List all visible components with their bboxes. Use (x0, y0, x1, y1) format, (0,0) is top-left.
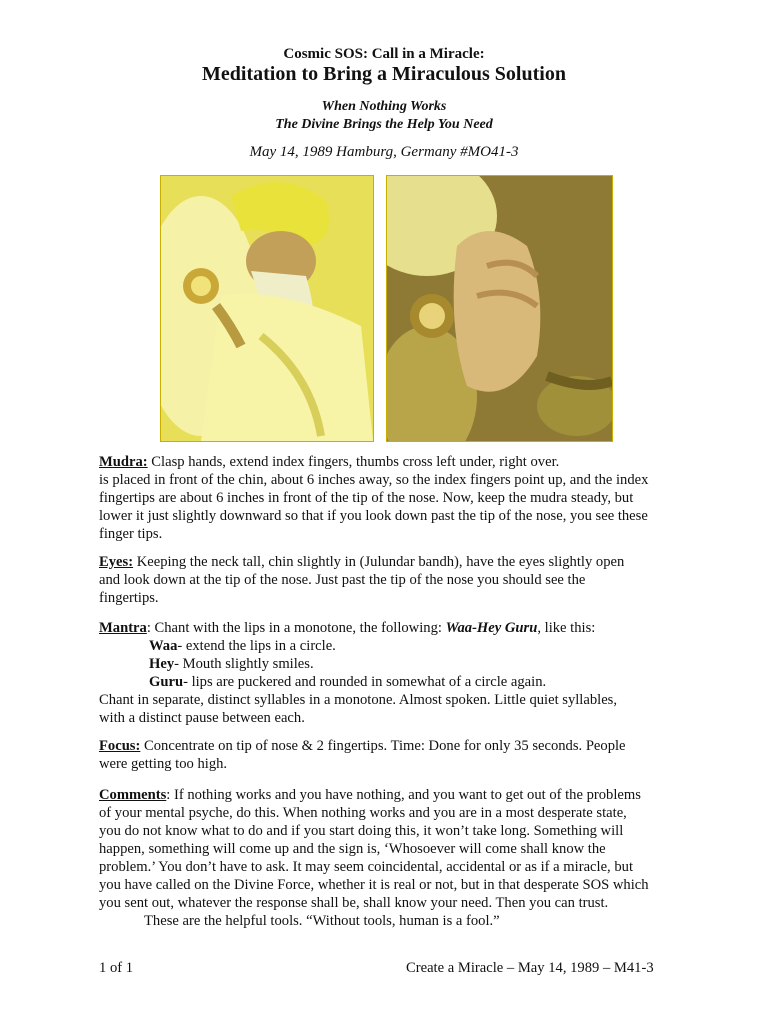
focus-text: Concentrate on tip of nose & 2 fingertips. Time: Done for only 35 seconds. People (140, 738, 626, 754)
header-kicker: Cosmic SOS: Call in a Miracle: (283, 46, 485, 62)
mantra-step-guru (99, 673, 674, 691)
mudra-text: Clasp hands, extend index fingers, thumbs cross left under, right over. (147, 454, 560, 470)
comments-line-4: happen, something will come up and the sign is, ‘Whosoever will come shall know the (99, 841, 606, 857)
eyes-label: Eyes: (99, 554, 134, 570)
mudra-line-5: finger tips. (99, 526, 163, 542)
section-mantra (99, 619, 674, 727)
mantra-step-hey (99, 655, 674, 673)
focus-label: Focus: (99, 738, 141, 754)
subtitle-line-2: The Divine Brings the Help You Need (275, 117, 493, 132)
section-comments (99, 786, 674, 930)
mudra-photo-right-illustration (387, 176, 612, 441)
focus-line-2: were getting too high. (99, 756, 228, 772)
subtitle-line-1: When Nothing Works (321, 99, 447, 114)
mantra-step-text: - Mouth slightly smiles. (174, 656, 314, 672)
comments-line-2: of your mental psyche, do this. When nothing works and you are in a most desperate state, (99, 805, 627, 821)
page-title: Meditation to Bring a Miraculous Solution (202, 63, 566, 85)
mantra-step-term: Guru (149, 674, 184, 690)
section-focus (99, 737, 674, 773)
mantra-outro-1: Chant in separate, distinct syllables in a monotone. Almost spoken. Little quiet syllables, (99, 692, 617, 708)
eyes-line-3: fingertips. (99, 590, 159, 606)
eyes-line-2: and look down at the tip of the nose. Just past the tip of the nose you should see the (99, 572, 586, 588)
comments-line-8: These are the helpful tools. “Without tools, human is a fool.” (144, 913, 500, 929)
mudra-line-1 (99, 453, 674, 471)
mudra-photo-left (160, 175, 374, 442)
comments-line-1 (99, 786, 674, 804)
focus-line-1 (99, 737, 674, 755)
comments-text: : If nothing works and you have nothing, and you want to get out of the problems (166, 787, 641, 803)
dateline: May 14, 1989 Hamburg, Germany #MO41-3 (249, 144, 519, 160)
footer-reference: Create a Miracle – May 14, 1989 – M41-3 (406, 960, 654, 976)
mudra-photo-right (386, 175, 613, 442)
footer-page-number: 1 of 1 (99, 960, 134, 976)
mantra-intro-end: , like this: (537, 620, 596, 636)
mantra-step-waa (99, 637, 674, 655)
mudra-line-4: lower it just slightly downward so that if you look down past the tip of the nose, you see these (99, 508, 648, 524)
section-mudra (99, 453, 674, 543)
eyes-line-1 (99, 553, 674, 571)
mantra-step-term: Hey (149, 656, 175, 672)
mantra-name: Waa-Hey Guru (445, 620, 538, 636)
comments-line-5: problem.’ You don’t have to ask. It may seem coincidental, accidental or as if a miracle, but (99, 859, 633, 875)
comments-line-6: you have called on the Divine Force, whether it is real or not, but in that desperate SOS which (99, 877, 649, 893)
mantra-step-term: Waa (149, 638, 178, 654)
comments-label: Comments (99, 787, 167, 803)
mantra-line-1 (99, 619, 674, 637)
mudra-line-2: is placed in front of the chin, about 6 inches away, so the index fingers point up, and the index (99, 472, 649, 488)
comments-line-3: you do not know what to do and if you start doing this, it won’t take long. Something will (99, 823, 624, 839)
mantra-intro: : Chant with the lips in a monotone, the following: (146, 620, 446, 636)
mudra-line-3: fingertips are about 6 inches in front of the tip of the nose. Now, keep the mudra steady, but (99, 490, 634, 506)
comments-line-7: you sent out, whatever the response shall be, shall know your need. Then you can trust. (99, 895, 609, 911)
eyes-text: Keeping the neck tall, chin slightly in (Julundar bandh), have the eyes slightly open (133, 554, 625, 570)
mantra-label: Mantra (99, 620, 147, 636)
mudra-label: Mudra: (99, 454, 148, 470)
section-eyes (99, 553, 674, 607)
mantra-step-text: - extend the lips in a circle. (177, 638, 336, 654)
mudra-photo-left-illustration (161, 176, 373, 441)
mantra-step-text: - lips are puckered and rounded in somewhat of a circle again. (183, 674, 547, 690)
mantra-outro-2: with a distinct pause between each. (99, 710, 305, 726)
